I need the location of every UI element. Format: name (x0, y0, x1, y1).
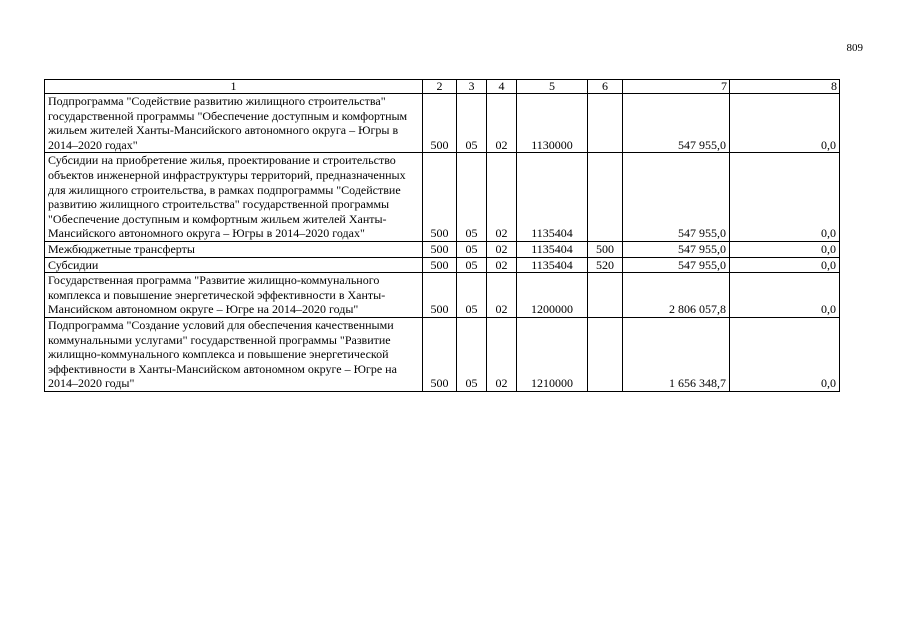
cell-col7: 2 806 057,8 (623, 273, 730, 318)
cell-col7: 547 955,0 (623, 153, 730, 242)
cell-col3: 05 (457, 317, 487, 391)
cell-col5: 1200000 (517, 273, 588, 318)
item-name: Государственная программа "Развитие жилищно-коммунального комплекса и повышение энергетической эффективности в Ханты-Мансийском автономном округе – Югре на 2014–2020 годы" (45, 273, 423, 318)
cell-col3: 05 (457, 153, 487, 242)
cell-col7: 1 656 348,7 (623, 317, 730, 391)
budget-table (44, 79, 840, 392)
cell-col6 (588, 273, 623, 318)
column-header: 1 (45, 80, 423, 94)
cell-col3: 05 (457, 241, 487, 257)
cell-col8: 0,0 (730, 153, 840, 242)
table-row (45, 317, 840, 391)
cell-col5: 1135404 (517, 257, 588, 273)
column-header: 2 (423, 80, 457, 94)
cell-col5: 1135404 (517, 153, 588, 242)
cell-col8: 0,0 (730, 273, 840, 318)
cell-col8: 0,0 (730, 257, 840, 273)
item-name: Подпрограмма "Содействие развитию жилищного строительства" государственной программы "Обеспечение доступным и комфортным жильем жителей Ханты-Мансийского автономного округа – Югры в 2014–2020 годах" (45, 94, 423, 153)
item-name: Межбюджетные трансферты (45, 241, 423, 257)
cell-col2: 500 (423, 317, 457, 391)
column-header: 8 (730, 80, 840, 94)
column-header: 7 (623, 80, 730, 94)
cell-col6 (588, 153, 623, 242)
table-row (45, 257, 840, 273)
cell-col4: 02 (487, 94, 517, 153)
item-name: Субсидии (45, 257, 423, 273)
cell-col6 (588, 317, 623, 391)
cell-col8: 0,0 (730, 94, 840, 153)
cell-col7: 547 955,0 (623, 257, 730, 273)
column-header: 3 (457, 80, 487, 94)
table-row (45, 153, 840, 242)
cell-col2: 500 (423, 241, 457, 257)
page-number: 809 (846, 42, 863, 54)
cell-col6 (588, 94, 623, 153)
cell-col4: 02 (487, 153, 517, 242)
cell-col4: 02 (487, 241, 517, 257)
cell-col4: 02 (487, 273, 517, 318)
table-row (45, 94, 840, 153)
cell-col3: 05 (457, 257, 487, 273)
item-name: Подпрограмма "Создание условий для обеспечения качественными коммунальными услугами" государственной программы "Развитие жилищно-коммунального комплекса и повышение энергетической эффективности в Ханты-Мансийском автономном округе – Югре на 2014–2020 годы" (45, 317, 423, 391)
table-row (45, 273, 840, 318)
column-header: 4 (487, 80, 517, 94)
cell-col7: 547 955,0 (623, 94, 730, 153)
cell-col3: 05 (457, 273, 487, 318)
cell-col2: 500 (423, 257, 457, 273)
cell-col2: 500 (423, 153, 457, 242)
cell-col7: 547 955,0 (623, 241, 730, 257)
column-header: 5 (517, 80, 588, 94)
cell-col2: 500 (423, 94, 457, 153)
cell-col5: 1130000 (517, 94, 588, 153)
cell-col6: 520 (588, 257, 623, 273)
table-row (45, 241, 840, 257)
cell-col8: 0,0 (730, 241, 840, 257)
cell-col3: 05 (457, 94, 487, 153)
cell-col4: 02 (487, 257, 517, 273)
cell-col6: 500 (588, 241, 623, 257)
cell-col8: 0,0 (730, 317, 840, 391)
column-header: 6 (588, 80, 623, 94)
cell-col2: 500 (423, 273, 457, 318)
cell-col5: 1135404 (517, 241, 588, 257)
item-name: Субсидии на приобретение жилья, проектирование и строительство объектов инженерной инфраструктуры территорий, предназначенных для жилищного строительства, в рамках подпрограммы "Содействие развитию жилищного строительства" государственной программы "Обеспечение доступным и комфортным жильем жителей Ханты-Мансийского автономного округа – Югры в 2014–2020 годах" (45, 153, 423, 242)
cell-col4: 02 (487, 317, 517, 391)
table-header-row (45, 80, 840, 94)
cell-col5: 1210000 (517, 317, 588, 391)
